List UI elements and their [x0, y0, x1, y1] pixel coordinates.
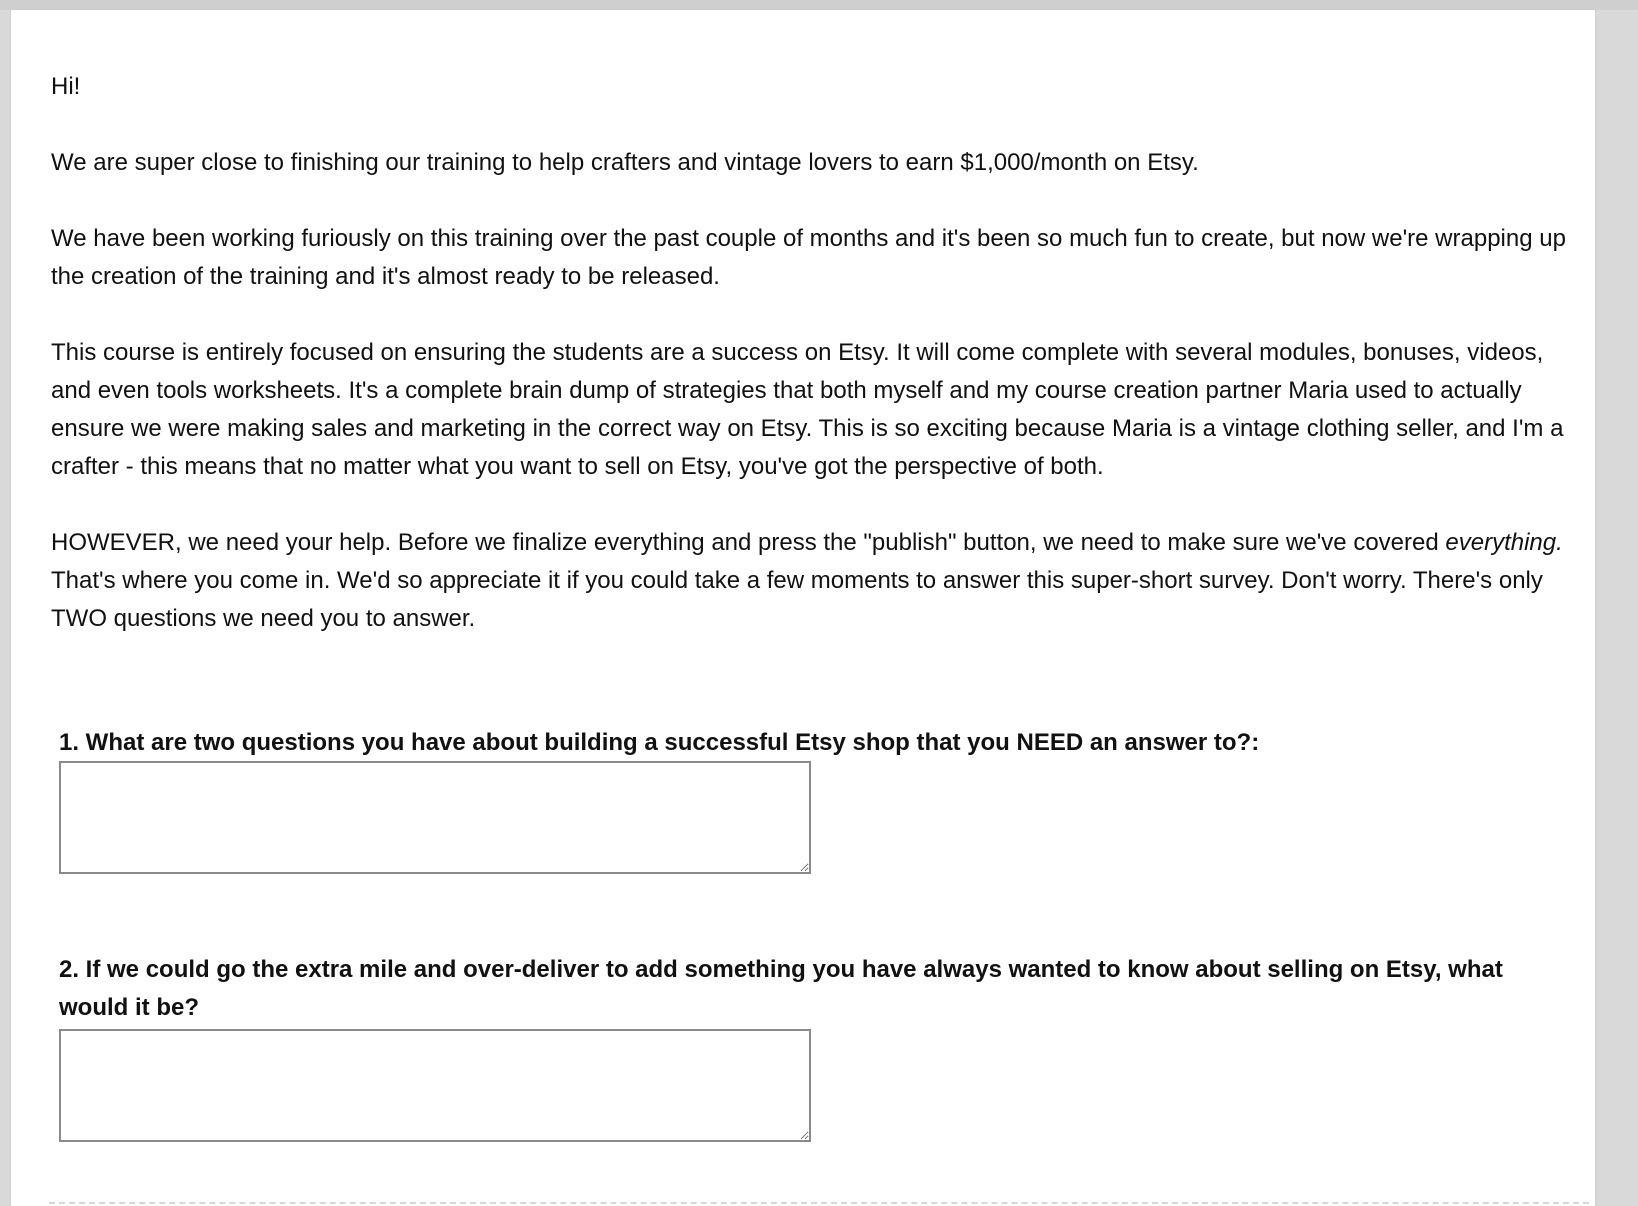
question-2-answer-field[interactable]: [59, 1029, 811, 1142]
intro-paragraph-4: [51, 524, 1581, 562]
intro-paragraph-3: This course is entirely focused on ensuring the students are a success on Etsy. It will come complete with several modules, bonuses, videos, and even tools worksheets. It's a complete brain dump of strategies that both myself and my course creation partner Maria used to actually ensure we were making sales and marketing in the correct way on Etsy. This is so exciting because Maria is a vintage clothing seller, and I'm a crafter - this means that no matter what you want to sell on Etsy, you've got the perspective of both.: [51, 339, 1564, 480]
question-2-label: 2. If we could go the extra mile and over-deliver to add something you have always wanted to know about selling on Etsy, what would it be?: [59, 956, 1503, 1021]
section-divider: [49, 1202, 1589, 1204]
question-1-label: 1. What are two questions you have about building a successful Etsy shop that you NEED an answer to?:: [59, 729, 1260, 756]
greeting-text: Hi!: [51, 73, 81, 100]
intro-paragraph-4-main: HOWEVER, we need your help. Before we finalize everything and press the "publish" button, we need to make sure we've covered: [51, 529, 1446, 556]
window-top-bar: [0, 0, 1638, 10]
survey-page: [10, 10, 1596, 1206]
intro-paragraph-5: That's where you come in. We'd so appreciate it if you could take a few moments to answer this super-short survey. Don't worry. There's only TWO questions we need you to answer.: [51, 567, 1543, 632]
intro-paragraph-4-emphasis: everything.: [1445, 529, 1563, 556]
intro-paragraph-2: We have been working furiously on this training over the past couple of months and it's been so much fun to create, but now we're wrapping up the creation of the training and it's almost ready to be released.: [51, 225, 1566, 290]
intro-content: [51, 68, 1581, 676]
intro-paragraph-1: We are super close to finishing our training to help crafters and vintage lovers to earn $1,000/month on Etsy.: [51, 149, 1199, 176]
question-1-answer-field[interactable]: [59, 761, 811, 874]
